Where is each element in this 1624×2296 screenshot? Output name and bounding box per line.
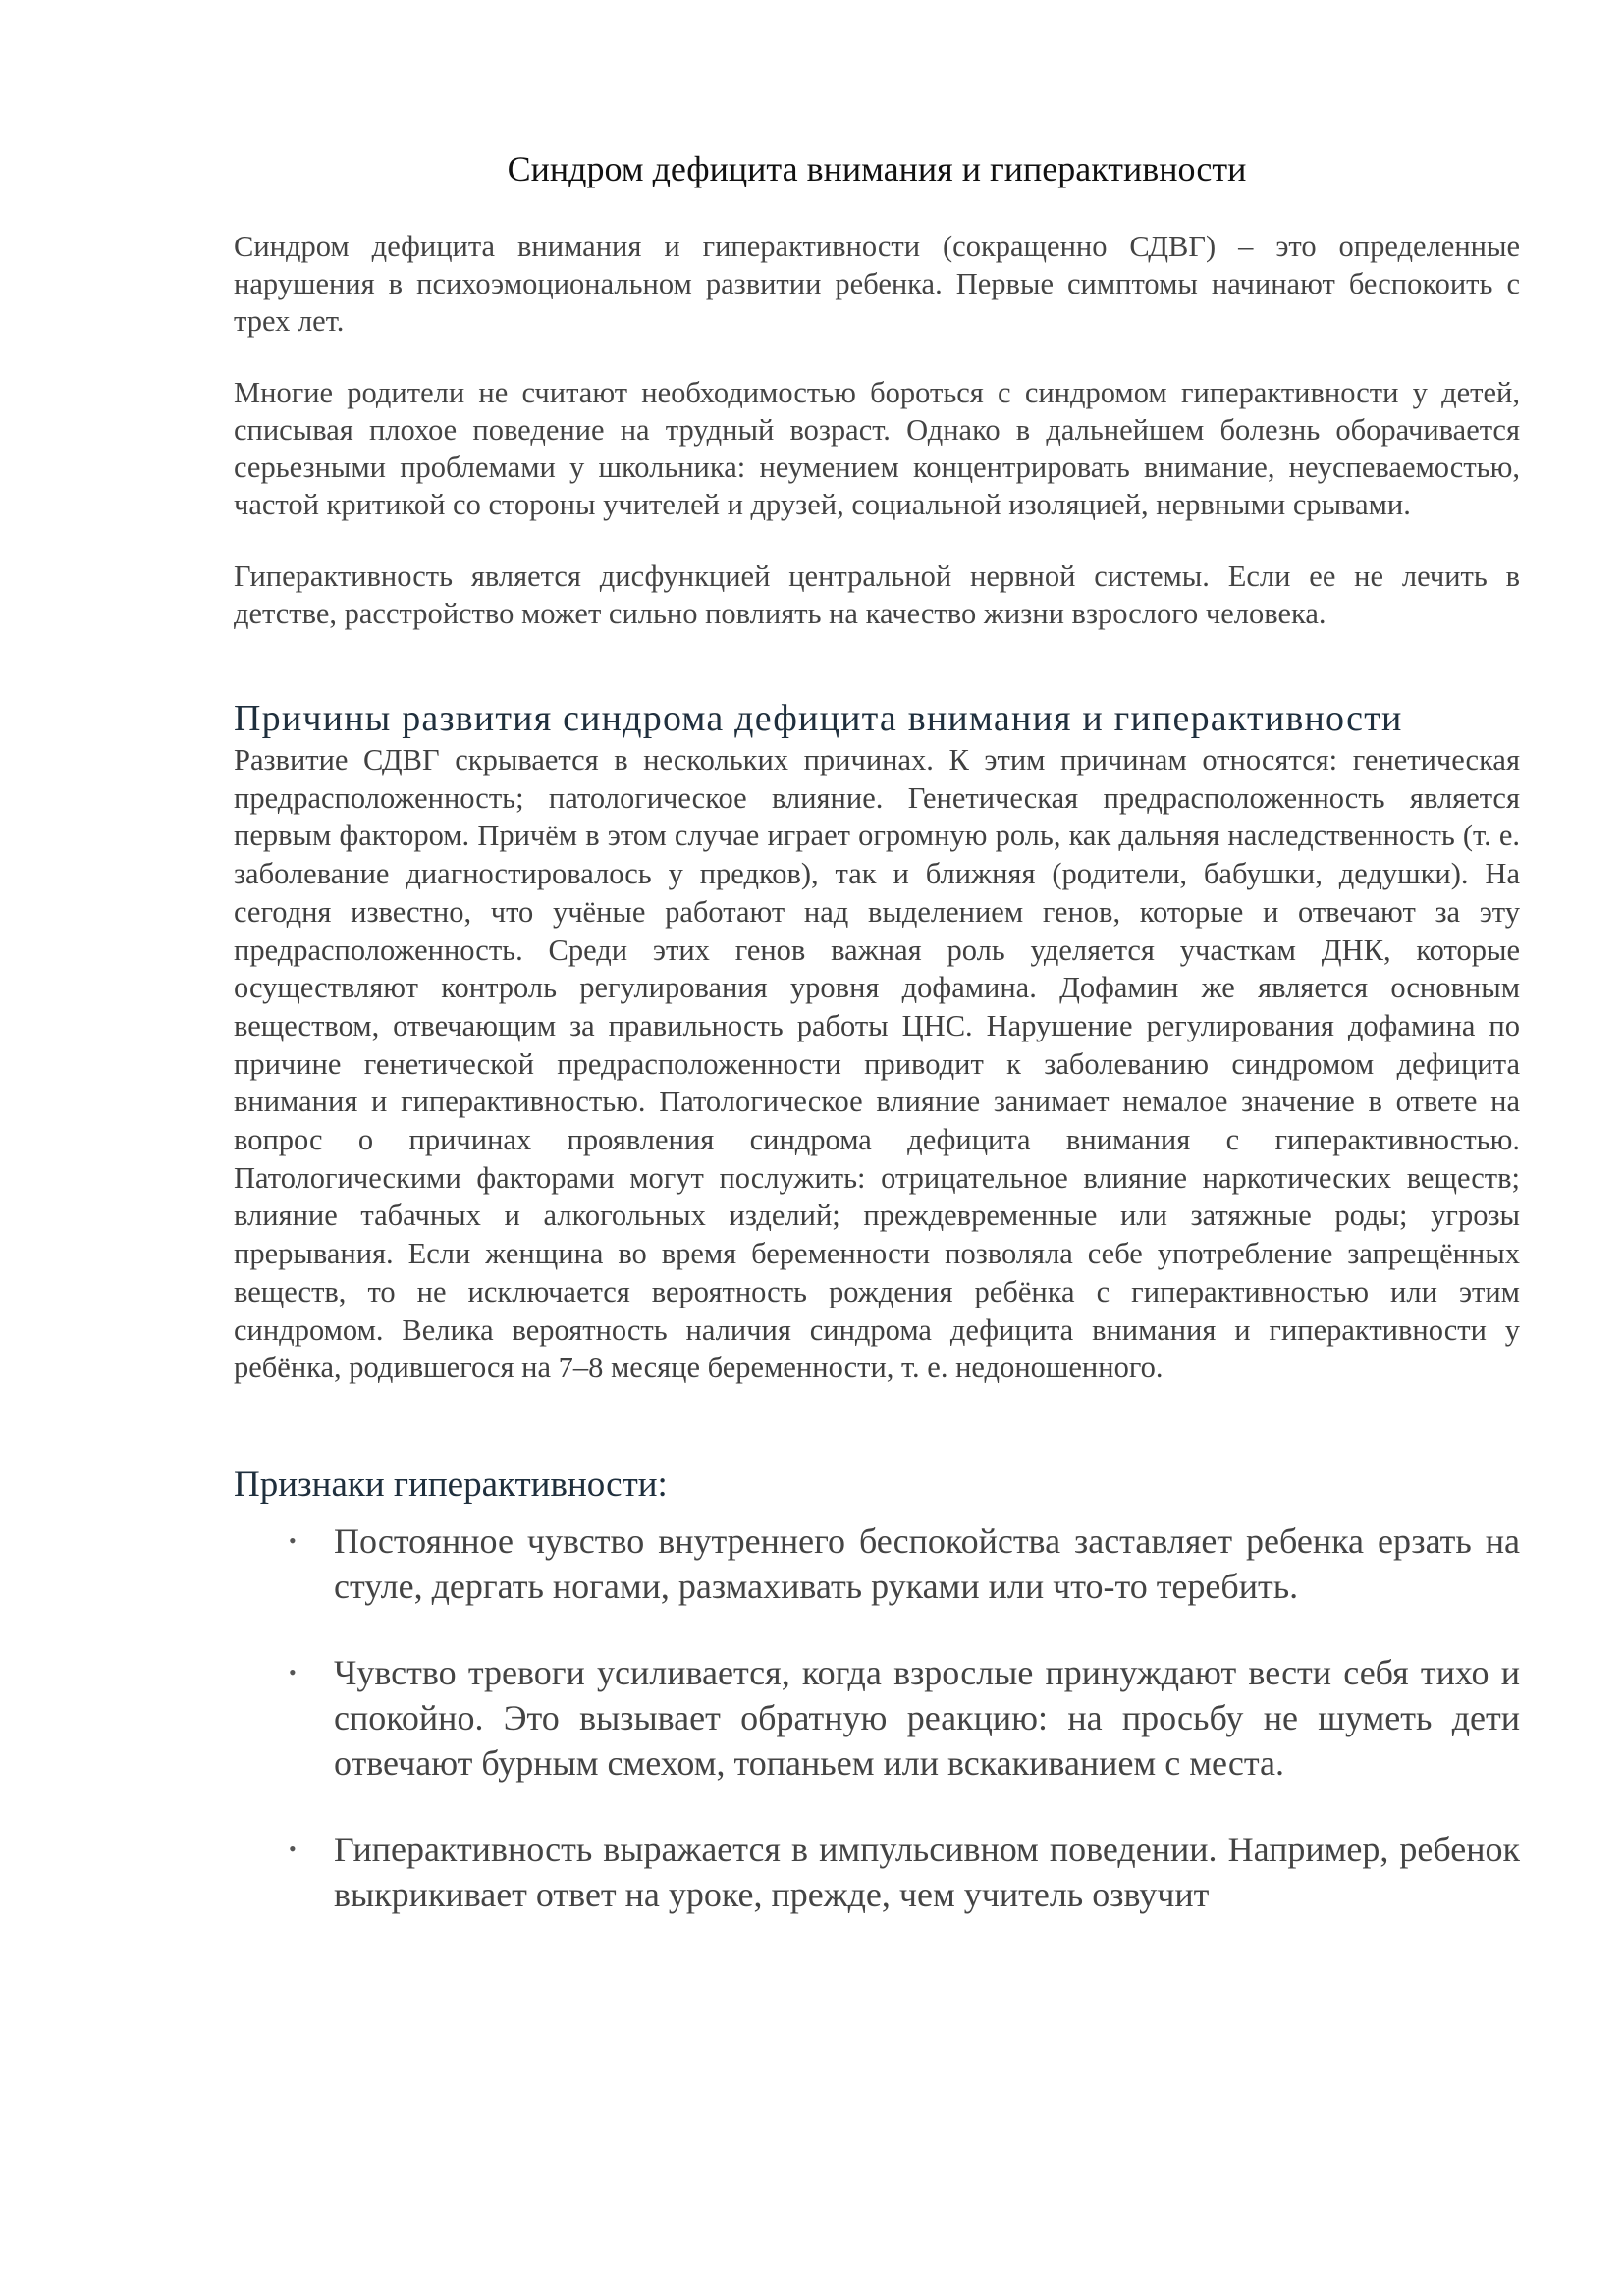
causes-heading: Причины развития синдрома дефицита внимания и гиперактивности — [234, 698, 1403, 739]
signs-list-item — [234, 1519, 1520, 1609]
intro-paragraph: Гиперактивность является дисфункцией центральной нервной системы. Если ее не лечить в детстве, расстройство может сильно повлиять на качество жизни взрослого человека. — [234, 560, 1520, 630]
signs-list-item-text: Гиперактивность выражается в импульсивном поведении. Например, ребенок выкрикивает ответ на уроке, прежде, чем учитель озвучит — [334, 1829, 1520, 1914]
bullet-icon: • — [289, 1659, 297, 1684]
signs-heading: Признаки гиперактивности: — [234, 1464, 668, 1505]
signs-list-item — [234, 1827, 1520, 1917]
document-title: Синдром дефицита внимания и гиперактивности — [507, 149, 1247, 188]
signs-list-item — [234, 1650, 1520, 1786]
causes-paragraph: Развитие СДВГ скрывается в нескольких причинах. К этим причинам относятся: генетическая предрасположенность; патологическое влияние. Генетическая предрасположенность является первым фактором. Причём в этом случае играет огромную роль, как дальняя наследственность (т. е. заболевание диагностировалось у предков), так и ближняя (родители, бабушки, дедушки). На сегодня известно, что учёные работают над выделением генов, которые и отвечают за эту предрасположенность. Среди этих генов важная роль уделяется участкам ДНК, которые осуществляют контроль регулирования уровня дофамина. Дофамин же является основным веществом, отвечающим за правильность работы ЦНС. Нарушение регулирования дофамина по причине генетической предрасположенности приводит к заболеванию синдромом дефицита внимания и гиперактивностью. Патологическое влияние занимает немалое значение в ответе на вопрос о причинах проявления синдрома дефицита внимания с гиперактивностью. Патологическими факторами могут послужить: отрицательное влияние наркотических веществ; влияние табачных и алкогольных изделий; преждевременные или затяжные роды; угрозы прерывания. Если женщина во время беременности позволяла себе употребление запрещённых веществ, то не исключается вероятность рождения ребёнка с гиперактивностью или этим синдромом. Велика вероятность наличия синдрома дефицита внимания и гиперактивности у ребёнка, родившегося на 7–8 месяце беременности, т. е. недоношенного. — [234, 743, 1520, 1385]
bullet-icon: • — [289, 1527, 297, 1553]
intro-paragraph: Многие родители не считают необходимостью бороться с синдромом гиперактивности у детей, списывая плохое поведение на трудный возраст. Однако в дальнейшем болезнь оборачивается серьезными проблемами у школьника: неумением концентрировать внимание, неуспеваемостью, частой критикой со стороны учителей и друзей, социальной изоляцией, нервными срывами. — [234, 376, 1520, 521]
signs-list-item-text: Чувство тревоги усиливается, когда взрослые принуждают вести себя тихо и спокойно. Это вызывает обратную реакцию: на просьбу не шуметь дети отвечают бурным смехом, топаньем или вскакиванием с места. — [334, 1652, 1520, 1783]
signs-list-item-text: Постоянное чувство внутреннего беспокойства заставляет ребенка ерзать на стуле, дергать ногами, размахивать руками или что-то теребить. — [334, 1521, 1520, 1606]
bullet-icon: • — [289, 1836, 297, 1861]
intro-paragraph: Синдром дефицита внимания и гиперактивности (сокращенно СДВГ) – это определенные нарушения в психоэмоциональном развитии ребенка. Первые симптомы начинают беспокоить с трех лет. — [234, 230, 1520, 338]
document-content — [234, 147, 1520, 1958]
signs-list — [234, 1519, 1520, 1917]
